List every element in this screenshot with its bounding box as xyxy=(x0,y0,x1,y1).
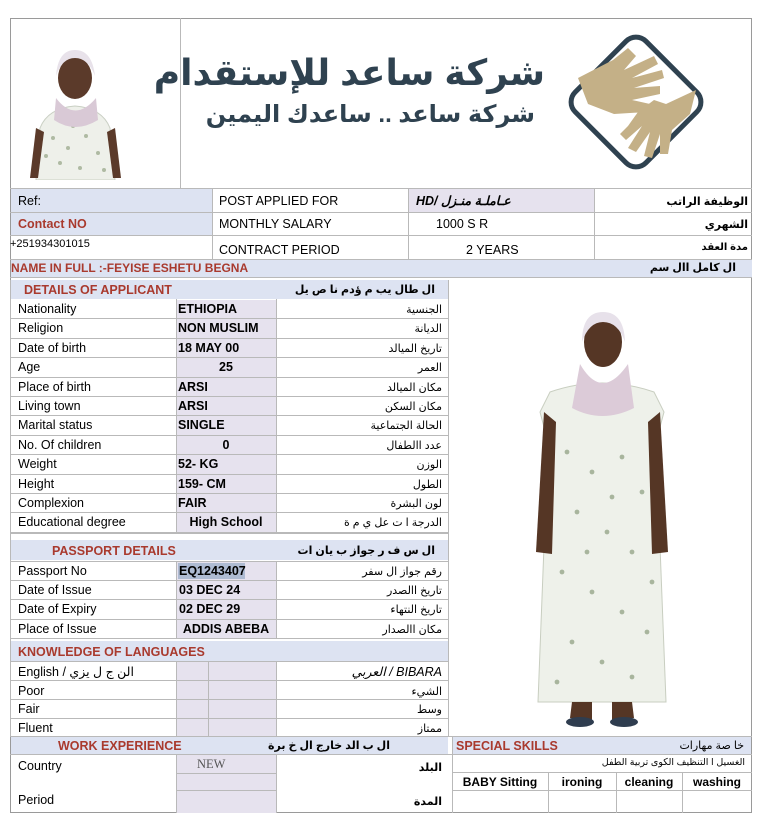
work-period-label: Period xyxy=(18,793,55,807)
passport-row-value: 02 DEC 29 xyxy=(179,602,241,617)
applicant-row-label: Living town xyxy=(18,399,81,413)
applicant-row-label-ar: مكان الميالد xyxy=(386,381,442,394)
language-level-label-ar: ممتاز xyxy=(417,722,442,735)
languages-header: KNOWLEDGE OF LANGUAGES xyxy=(18,645,205,659)
passport-header: PASSPORT DETAILS xyxy=(52,544,176,558)
company-name: شركة ساعد للإستقدام xyxy=(153,52,545,93)
language-level-label-ar: الشيء xyxy=(411,686,442,698)
post-label-ar: الوظيفة الراتب xyxy=(666,196,748,208)
applicant-row-label: Religion xyxy=(18,321,64,336)
passport-header-ar: ال س ف ر جواز ب يان ات xyxy=(297,545,435,557)
applicant-row-label: Date of birth xyxy=(18,340,87,355)
applicant-row-value: 52- KG xyxy=(178,457,219,472)
applicant-row-label: Marital status xyxy=(18,418,93,433)
applicant-row-value: 159- CM xyxy=(178,476,226,491)
language-level-label: Fair xyxy=(18,702,40,717)
skills-header-ar: خا صة مهارات xyxy=(679,740,744,752)
applicant-row-value: ETHIOPIA xyxy=(178,302,238,316)
skills-header: SPECIAL SKILLS xyxy=(456,739,558,753)
applicant-row-label: Height xyxy=(18,476,55,491)
skill-item: ironing xyxy=(561,775,603,789)
applicant-row-value: ARSI xyxy=(178,379,208,394)
header-divider xyxy=(180,18,181,188)
work-country-value: NEW xyxy=(197,757,226,771)
work-header: WORK EXPERIENCE xyxy=(58,739,182,753)
applicant-row-label: Age xyxy=(18,360,41,375)
full-name-ar: ال كامل اال سم xyxy=(649,262,736,274)
applicant-row-label: No. Of children xyxy=(18,437,102,452)
applicant-row-label-ar: الوزن xyxy=(416,459,442,472)
portrait-photo-full xyxy=(452,282,750,734)
phone-number: +251934301015 xyxy=(10,238,90,250)
post-label: POST APPLIED FOR xyxy=(219,194,339,208)
skill-item: cleaning xyxy=(624,775,674,789)
applicant-row-value: 18 MAY 00 xyxy=(178,340,240,355)
passport-row-label-ar: رقم جواز ال سفر xyxy=(362,566,442,578)
language-level-label: Fluent xyxy=(18,720,53,735)
applicant-row-label-ar: الجنسية xyxy=(406,304,442,316)
applicant-row-value: ARSI xyxy=(178,399,208,413)
company-slogan: شركة ساعد .. ساعدك اليمين xyxy=(205,101,535,128)
applicant-row-value: FAIR xyxy=(178,496,207,510)
applicant-row-value: SINGLE xyxy=(178,418,225,433)
salary-value: 1000 S R xyxy=(436,217,489,231)
applicant-row-label-ar: تاريخ الميالد xyxy=(388,342,442,355)
contract-label-ar: مدة العقد xyxy=(701,242,748,253)
language-level-label-ar: وسط xyxy=(417,704,442,717)
passport-row-label: Place of Issue xyxy=(18,621,97,636)
applicant-row-label-ar: الحالة الجتماعية xyxy=(370,420,442,433)
applicant-row-value: 0 xyxy=(222,437,230,452)
applicant-row-value: NON MUSLIM xyxy=(178,321,259,336)
passport-row-label: Passport No xyxy=(18,564,87,578)
contract-label: CONTRACT PERIOD xyxy=(219,243,340,257)
applicant-row-label-ar: الديانة xyxy=(414,323,442,336)
skill-item: BABY Sitting xyxy=(462,775,538,789)
applicant-row-label: Weight xyxy=(18,457,57,472)
work-header-ar: ال ب الد خارج ال خ برة xyxy=(268,740,390,752)
passport-row-label-ar: مكان االصدار xyxy=(382,623,442,636)
passport-row-label: Date of Expiry xyxy=(18,602,97,617)
applicant-row-label: Educational degree xyxy=(18,515,126,530)
work-country-label: Country xyxy=(18,759,62,773)
work-period-ar: المدة xyxy=(413,796,442,808)
contact-label: Contact NO xyxy=(18,217,87,231)
salary-label-ar: الشهري xyxy=(704,219,748,231)
passport-row-label-ar: تاريخ االصدر xyxy=(386,585,442,598)
skill-item: washing xyxy=(692,775,741,789)
passport-row-value: EQ1243407 xyxy=(179,564,246,578)
applicant-header: DETAILS OF APPLICANT xyxy=(24,283,172,297)
applicant-row-label-ar: لون البشرة xyxy=(390,498,442,510)
portrait-photo-small xyxy=(18,28,133,180)
helping-hands-logo-icon xyxy=(558,30,713,180)
applicant-row-label-ar: الدرجة ا ت عل ي م ة xyxy=(343,517,442,530)
applicant-row-label-ar: مكان السكن xyxy=(384,401,442,413)
passport-row-label: Date of Issue xyxy=(18,583,92,598)
passport-row-label-ar: تاريخ النتهاء xyxy=(390,604,442,617)
language-arabic: BIBARA / العربي xyxy=(351,665,442,679)
work-country-ar: البلد xyxy=(418,762,442,774)
ref-label: Ref: xyxy=(18,194,41,208)
passport-row-value: ADDIS ABEBA xyxy=(182,621,270,636)
applicant-row-value: 25 xyxy=(219,360,233,375)
applicant-row-value: High School xyxy=(189,515,263,530)
post-value: HD/ عـاملـة منـزل xyxy=(416,194,511,208)
applicant-row-label: Complexion xyxy=(18,496,85,510)
salary-label: MONTHLY SALARY xyxy=(219,217,332,231)
applicant-row-label-ar: عدد االطفال xyxy=(386,439,442,452)
passport-row-value: 03 DEC 24 xyxy=(179,583,241,598)
applicant-row-label-ar: العمر xyxy=(417,362,442,375)
applicant-row-label: Nationality xyxy=(18,302,77,316)
contract-value: 2 YEARS xyxy=(466,243,519,257)
applicant-row-label-ar: الطول xyxy=(412,478,442,491)
applicant-header-ar: ال طال يب م ؤدم نا ص يل xyxy=(294,284,435,296)
applicant-row-label: Place of birth xyxy=(18,379,91,394)
full-name: NAME IN FULL :-FEYISE ESHETU BEGNA xyxy=(11,261,249,275)
language-english: English / الن ج ل يزي xyxy=(18,665,134,679)
skills-sub-ar: الغسيل ا التنظيف الكوى تربية الطفل xyxy=(601,757,745,768)
language-level-label: Poor xyxy=(18,684,45,698)
